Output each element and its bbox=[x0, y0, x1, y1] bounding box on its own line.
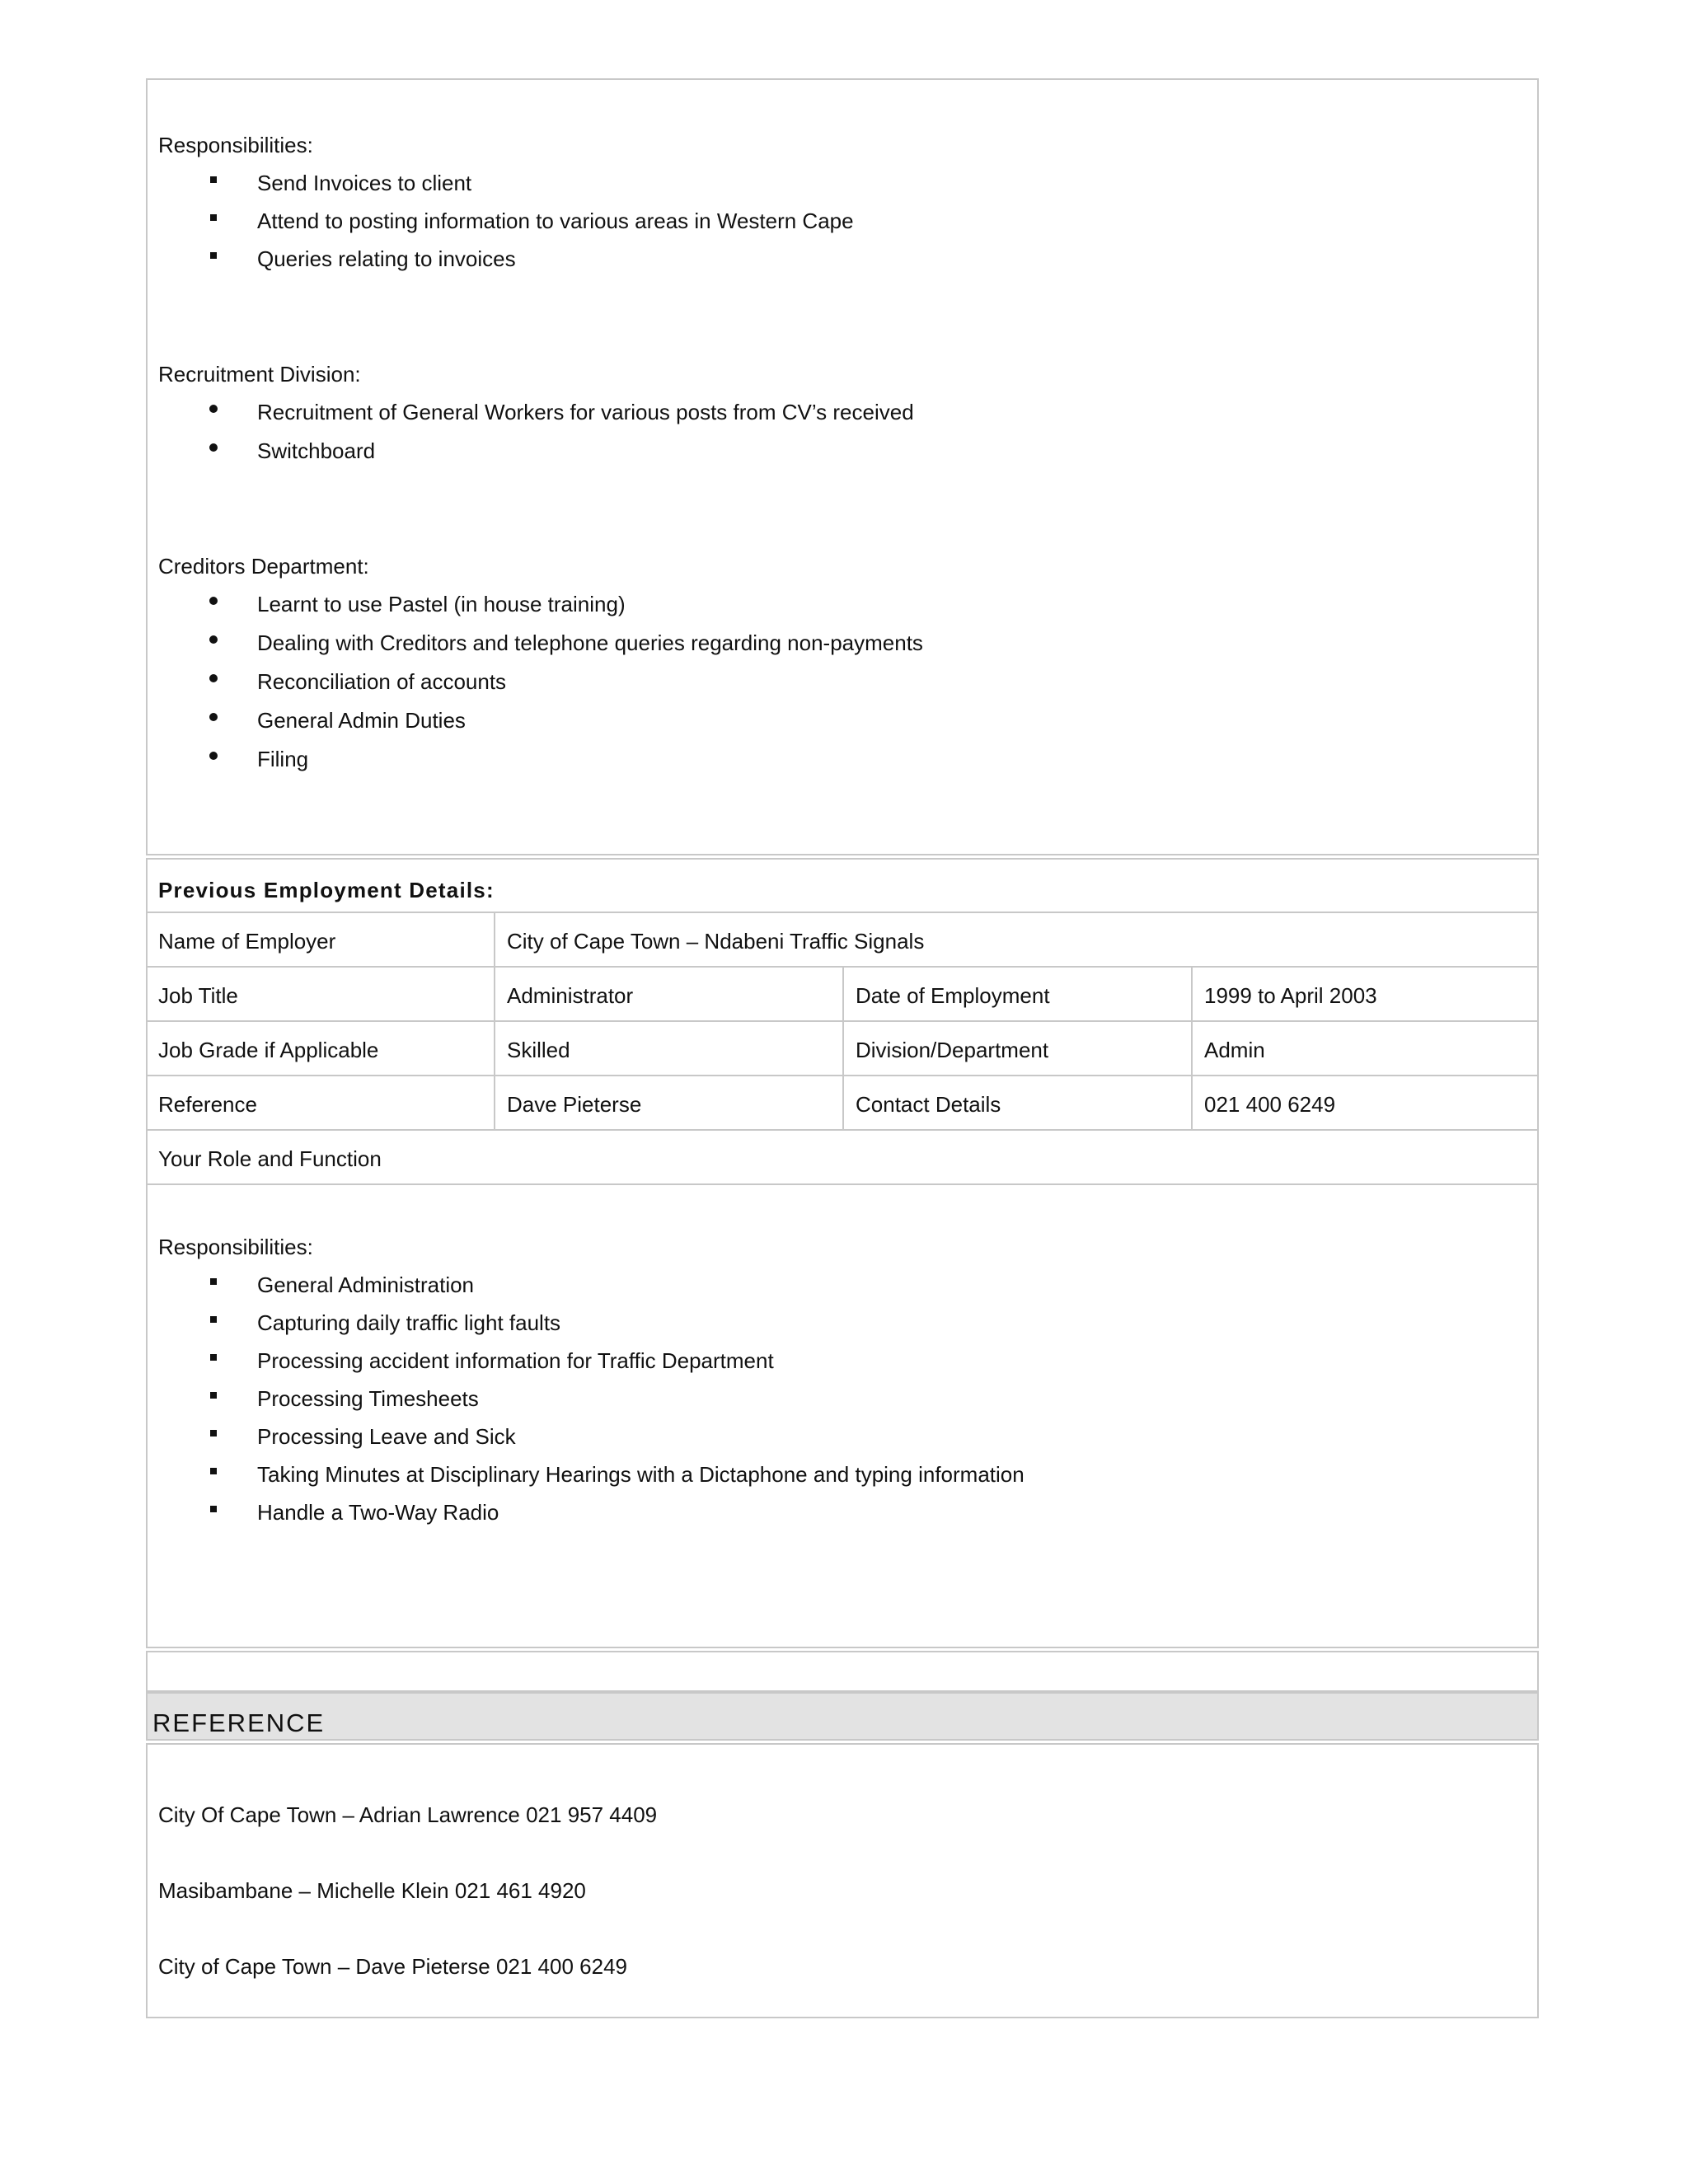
square-bullet-icon bbox=[210, 1506, 217, 1512]
bullet-icon bbox=[209, 674, 218, 682]
table-divider bbox=[842, 966, 844, 1131]
bullet-icon bbox=[209, 635, 218, 644]
list-item: General Admin Duties bbox=[257, 708, 466, 733]
bullet-icon bbox=[209, 443, 218, 452]
square-bullet-icon bbox=[210, 252, 217, 259]
date-of-employment-value: 1999 to April 2003 bbox=[1204, 983, 1377, 1008]
list-item: Processing Timesheets bbox=[257, 1386, 479, 1411]
square-bullet-icon bbox=[210, 176, 217, 183]
list-item: Processing Leave and Sick bbox=[257, 1424, 516, 1449]
job-grade-label: Job Grade if Applicable bbox=[158, 1038, 379, 1062]
reference-label: Reference bbox=[158, 1092, 257, 1117]
square-bullet-icon bbox=[210, 1316, 217, 1323]
square-bullet-icon bbox=[210, 214, 217, 221]
reference-entry: City of Cape Town – Dave Pieterse 021 400 6249 bbox=[158, 1954, 627, 1979]
responsibilities-label: Responsibilities: bbox=[158, 1235, 313, 1259]
list-item: Attend to posting information to various areas in Western Cape bbox=[257, 209, 854, 233]
contact-details-label: Contact Details bbox=[856, 1092, 1001, 1117]
list-item: Reconciliation of accounts bbox=[257, 669, 507, 694]
recruitment-label: Recruitment Division: bbox=[158, 362, 361, 387]
division-value: Admin bbox=[1204, 1038, 1265, 1062]
list-item: Capturing daily traffic light faults bbox=[257, 1310, 561, 1335]
table-divider bbox=[1191, 966, 1193, 1131]
bullet-icon bbox=[209, 405, 218, 413]
list-item: Dealing with Creditors and telephone queries regarding non-payments bbox=[257, 630, 923, 655]
list-item: Taking Minutes at Disciplinary Hearings with a Dictaphone and typing information bbox=[257, 1462, 1025, 1487]
square-bullet-icon bbox=[210, 1468, 217, 1474]
responsibilities-label: Responsibilities: bbox=[158, 133, 313, 157]
list-item: Queries relating to invoices bbox=[257, 246, 516, 271]
list-item: General Administration bbox=[257, 1272, 475, 1297]
division-label: Division/Department bbox=[856, 1038, 1049, 1062]
list-item: Learnt to use Pastel (in house training) bbox=[257, 592, 626, 616]
creditors-label: Creditors Department: bbox=[158, 554, 369, 579]
bullet-icon bbox=[209, 752, 218, 760]
current-employment-section bbox=[146, 78, 1539, 855]
reference-entry: City Of Cape Town – Adrian Lawrence 021 957 4409 bbox=[158, 1802, 658, 1827]
date-of-employment-label: Date of Employment bbox=[856, 983, 1050, 1008]
table-divider bbox=[148, 1183, 1537, 1185]
reference-heading: REFERENCE bbox=[152, 1708, 326, 1737]
reference-entry: Masibambane – Michelle Klein 021 461 4920 bbox=[158, 1878, 586, 1903]
list-item: Filing bbox=[257, 747, 309, 771]
contact-details-value: 021 400 6249 bbox=[1204, 1092, 1336, 1117]
bullet-icon bbox=[209, 713, 218, 721]
reference-value: Dave Pieterse bbox=[507, 1092, 642, 1117]
previous-employment-section bbox=[146, 858, 1539, 1648]
job-grade-value: Skilled bbox=[507, 1038, 570, 1062]
square-bullet-icon bbox=[210, 1278, 217, 1285]
reference-list bbox=[146, 1743, 1539, 2018]
previous-employment-heading: Previous Employment Details: bbox=[158, 878, 495, 902]
job-title-value: Administrator bbox=[507, 983, 634, 1008]
table-divider bbox=[494, 912, 495, 1131]
reference-heading-bar bbox=[146, 1692, 1539, 1741]
square-bullet-icon bbox=[210, 1392, 217, 1399]
list-item: Recruitment of General Workers for various posts from CV’s received bbox=[257, 400, 914, 424]
bullet-icon bbox=[209, 597, 218, 605]
list-item: Processing accident information for Traffic Department bbox=[257, 1348, 774, 1373]
employer-label: Name of Employer bbox=[158, 929, 336, 954]
spacer-row bbox=[146, 1651, 1539, 1692]
list-item: Send Invoices to client bbox=[257, 171, 472, 195]
list-item: Handle a Two-Way Radio bbox=[257, 1500, 499, 1525]
list-item: Switchboard bbox=[257, 438, 376, 463]
role-function-label: Your Role and Function bbox=[158, 1146, 382, 1171]
square-bullet-icon bbox=[210, 1430, 217, 1436]
square-bullet-icon bbox=[210, 1354, 217, 1361]
employer-value: City of Cape Town – Ndabeni Traffic Signals bbox=[507, 929, 925, 954]
job-title-label: Job Title bbox=[158, 983, 238, 1008]
table-divider bbox=[148, 912, 1537, 913]
